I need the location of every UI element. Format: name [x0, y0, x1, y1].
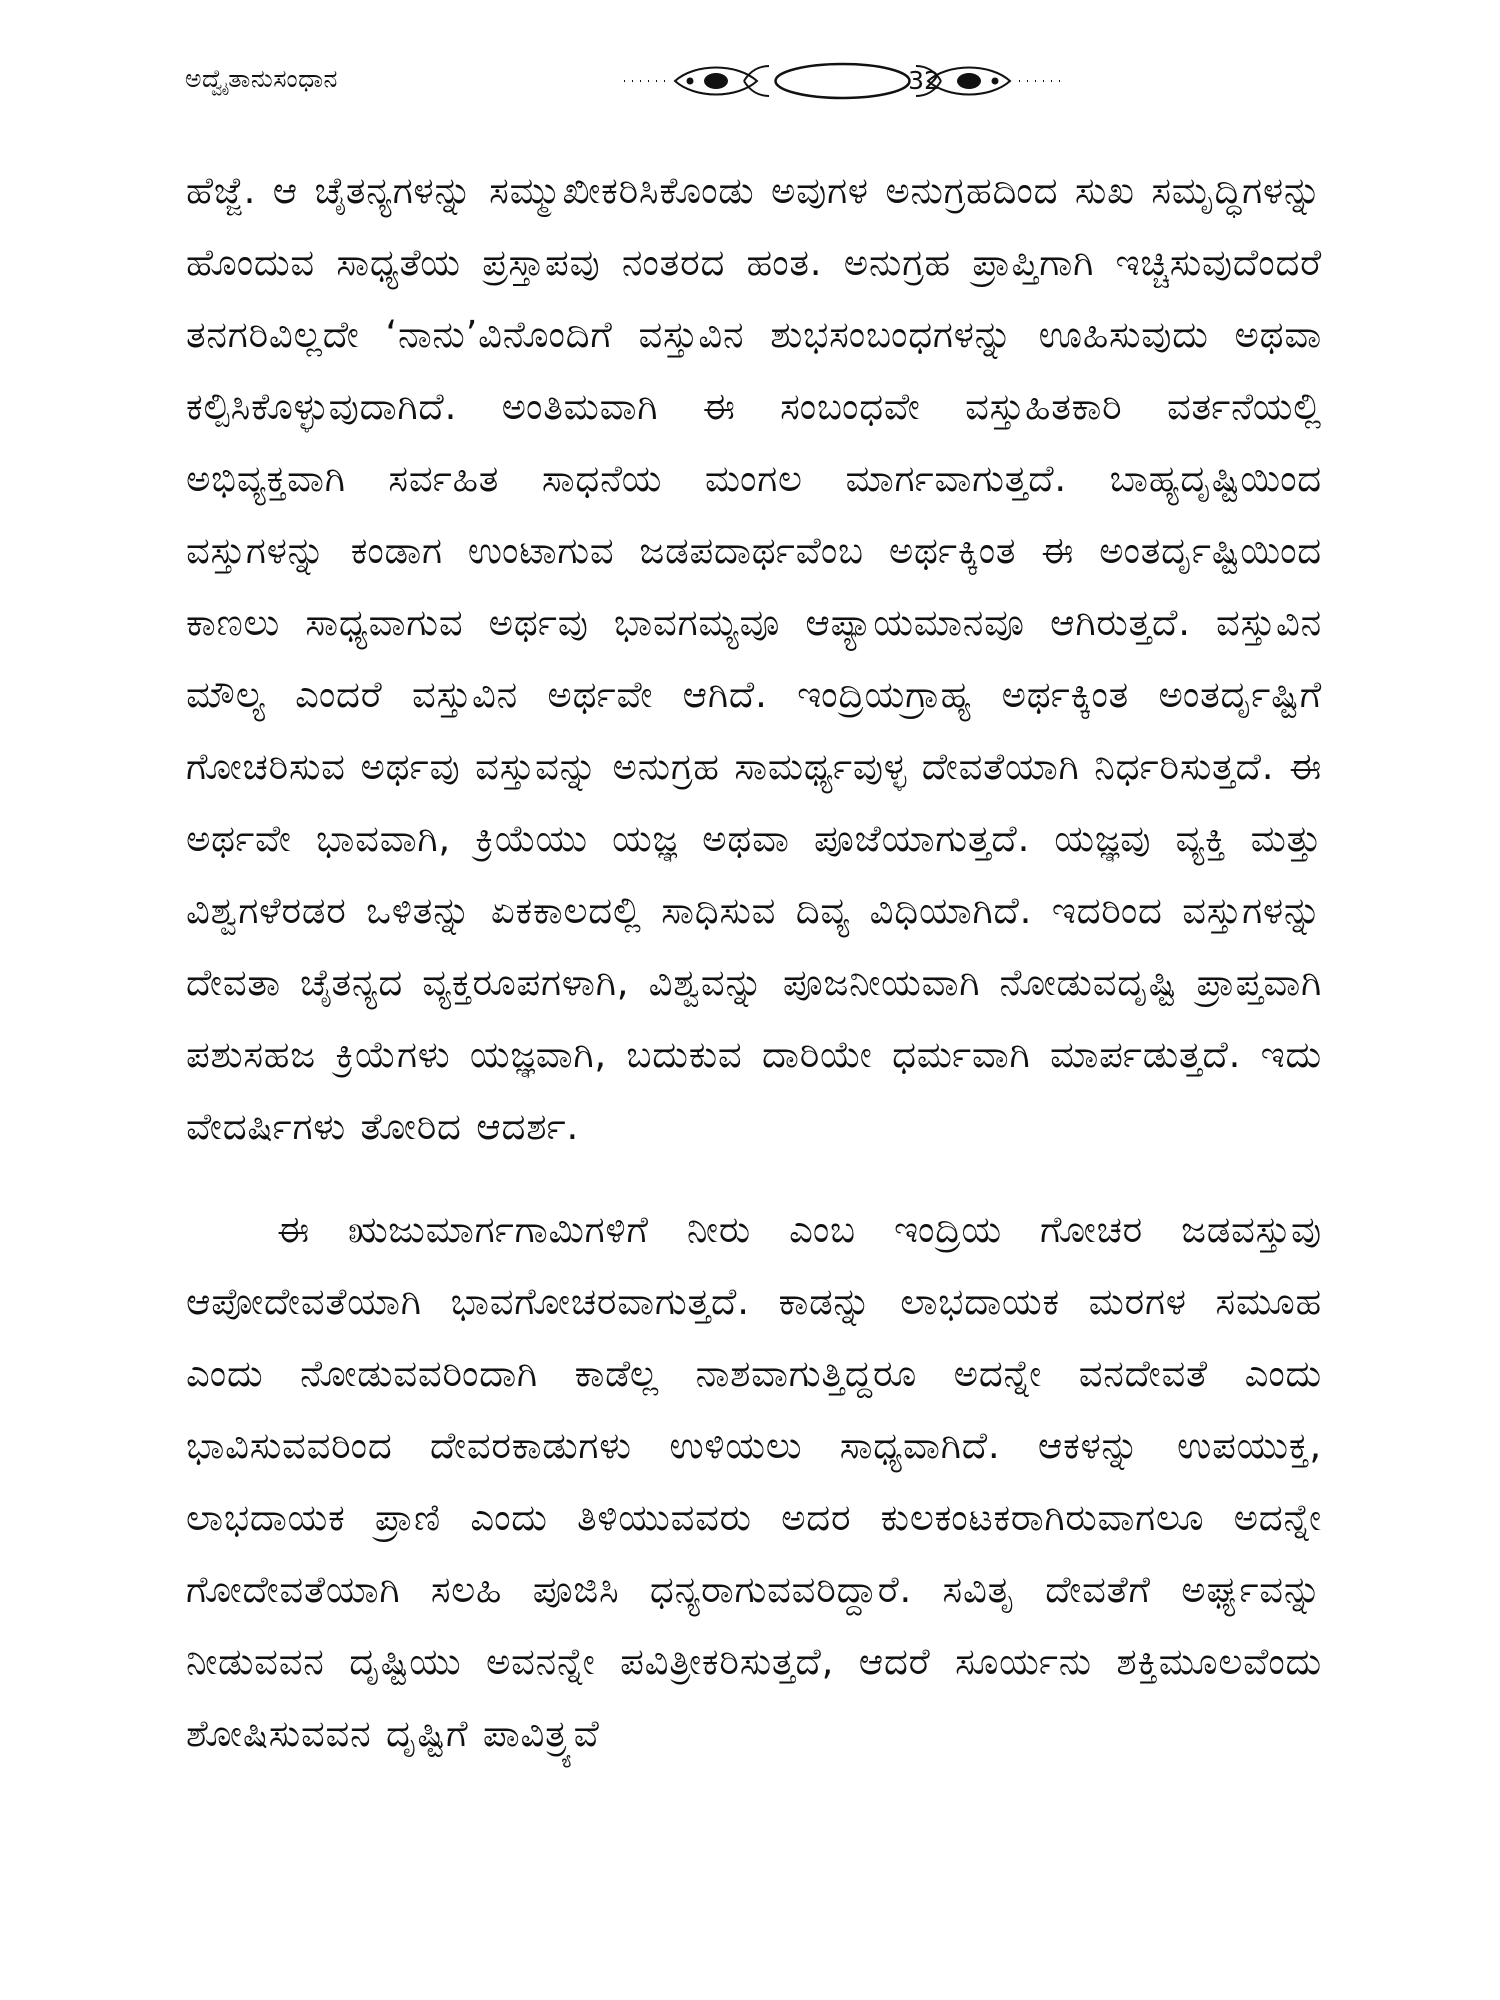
paragraph-1: ಹೆಜ್ಜೆ. ಆ ಚೈತನ್ಯಗಳನ್ನು ಸಮ್ಮುಖೀಕರಿಸಿಕೊಂಡು ಅವುಗಳ ಅನುಗ್ರಹದಿಂದ ಸುಖ ಸಮೃದ್ಧಿಗಳನ್ನು ಹೊಂದುವ ಸಾಧ್ಯತೆಯ ಪ್ರಸ್ತಾಪವು ನಂತರದ ಹಂತ. ಅನುಗ್ರಹ ಪ್ರಾಪ್ತಿಗಾಗಿ ಇಚ್ಚಿಸುವುದೆಂದರೆ ತನಗರಿವಿಲ್ಲದೇ ‘ನಾನು’ವಿನೊಂದಿಗೆ ವಸ್ತುವಿನ ಶುಭಸಂಬಂಧಗಳನ್ನು ಊಹಿಸುವುದು ಅಥವಾ ಕಲ್ಪಿಸಿಕೊಳ್ಳುವುದಾಗಿದೆ. ಅಂತಿಮವಾಗಿ ಈ ಸಂಬಂಧವೇ ವಸ್ತುಹಿತಕಾರಿ ವರ್ತನೆಯಲ್ಲಿ ಅಭಿವ್ಯಕ್ತವಾಗಿ ಸರ್ವಹಿತ ಸಾಧನೆಯ ಮಂಗಲ ಮಾರ್ಗವಾಗುತ್ತದೆ. ಬಾಹ್ಯದೃಷ್ಟಿಯಿಂದ ವಸ್ತುಗಳನ್ನು ಕಂಡಾಗ ಉಂಟಾಗುವ ಜಡಪದಾರ್ಥವೆಂಬ ಅರ್ಥಕ್ಕಿಂತ ಈ ಅಂತರ್ದೃಷ್ಟಿಯಿಂದ ಕಾಣಲು ಸಾಧ್ಯವಾಗುವ ಅರ್ಥವು ಭಾವಗಮ್ಯವೂ ಆಪ್ಯಾಯಮಾನವೂ ಆಗಿರುತ್ತದೆ. ವಸ್ತುವಿನ ಮೌಲ್ಯ ಎಂದರೆ ವಸ್ತುವಿನ ಅರ್ಥವೇ ಆಗಿದೆ. ಇಂದ್ರಿಯಗ್ರಾಹ್ಯ ಅರ್ಥಕ್ಕಿಂತ ಅಂತರ್ದೃಷ್ಟಿಗೆ ಗೋಚರಿಸುವ ಅರ್ಥವು ವಸ್ತುವನ್ನು ಅನುಗ್ರಹ ಸಾಮರ್ಥ್ಯವುಳ್ಳ ದೇವತೆಯಾಗಿ ನಿರ್ಧರಿಸುತ್ತದೆ. ಈ ಅರ್ಥವೇ ಭಾವವಾಗಿ, ಕ್ರಿಯೆಯು ಯಜ್ಞ ಅಥವಾ ಪೂಜೆಯಾಗುತ್ತದೆ. ಯಜ್ಞವು ವ್ಯಕ್ತಿ ಮತ್ತು ವಿಶ್ವಗಳೆರಡರ ಒಳಿತನ್ನು ಏಕಕಾಲದಲ್ಲಿ ಸಾಧಿಸುವ ದಿವ್ಯ ವಿಧಿಯಾಗಿದೆ. ಇದರಿಂದ ವಸ್ತುಗಳನ್ನು ದೇವತಾ ಚೈತನ್ಯದ ವ್ಯಕ್ತರೂಪಗಳಾಗಿ, ವಿಶ್ವವನ್ನು ಪೂಜನೀಯವಾಗಿ ನೋಡುವದೃಷ್ಟಿ ಪ್ರಾಪ್ತವಾಗಿ ಪಶುಸಹಜ ಕ್ರಿಯೆಗಳು ಯಜ್ಞವಾಗಿ, ಬದುಕುವ ದಾರಿಯೇ ಧರ್ಮವಾಗಿ ಮಾರ್ಪಡುತ್ತದೆ. ಇದು ವೇದರ್ಷಿಗಳು ತೋರಿದ ಆದರ್ಶ. — [186, 169, 1322, 1148]
paragraph-2: ಈ ಋಜುಮಾರ್ಗಗಾಮಿಗಳಿಗೆ ನೀರು ಎಂಬ ಇಂದ್ರಿಯ ಗೋಚರ ಜಡವಸ್ತುವು ಆಪೋದೇವತೆಯಾಗಿ ಭಾವಗೋಚರವಾಗುತ್ತದೆ. ಕಾಡನ್ನು ಲಾಭದಾಯಕ ಮರಗಳ ಸಮೂಹ ಎಂದು ನೋಡುವವರಿಂದಾಗಿ ಕಾಡೆಲ್ಲ ನಾಶವಾಗುತ್ತಿದ್ದರೂ ಅದನ್ನೇ ವನದೇವತೆ ಎಂದು ಭಾವಿಸುವವರಿಂದ ದೇವರಕಾಡುಗಳು ಉಳಿಯಲು ಸಾಧ್ಯವಾಗಿದೆ. ಆಕಳನ್ನು ಉಪಯುಕ್ತ, ಲಾಭದಾಯಕ ಪ್ರಾಣಿ ಎಂದು ತಿಳಿಯುವವರು ಅದರ ಕುಲಕಂಟಕರಾಗಿರುವಾಗಲೂ ಅದನ್ನೇ ಗೋದೇವತೆಯಾಗಿ ಸಲಹಿ ಪೂಜಿಸಿ ಧನ್ಯರಾಗುವವರಿದ್ದಾರೆ. ಸವಿತೃ ದೇವತೆಗೆ ಅರ್ಘ್ಯವನ್ನು ನೀಡುವವನ ದೃಷ್ಟಿಯು ಅವನನ್ನೇ ಪವಿತ್ರೀಕರಿಸುತ್ತದೆ, ಆದರೆ ಸೂರ್ಯನು ಶಕ್ತಿಮೂಲವೆಂದು ಶೋಷಿಸುವವನ ದೃಷ್ಟಿಗೆ ಪಾವಿತ್ರ್ಯವೆ — [186, 1208, 1322, 1755]
page-header — [185, 58, 1325, 118]
body-text — [186, 155, 1322, 1770]
running-title: ಅದ್ವೈತಾನುಸಂಧಾನ — [185, 64, 338, 93]
page-number-ornament — [620, 58, 1065, 104]
page-number: 32 — [908, 66, 940, 95]
